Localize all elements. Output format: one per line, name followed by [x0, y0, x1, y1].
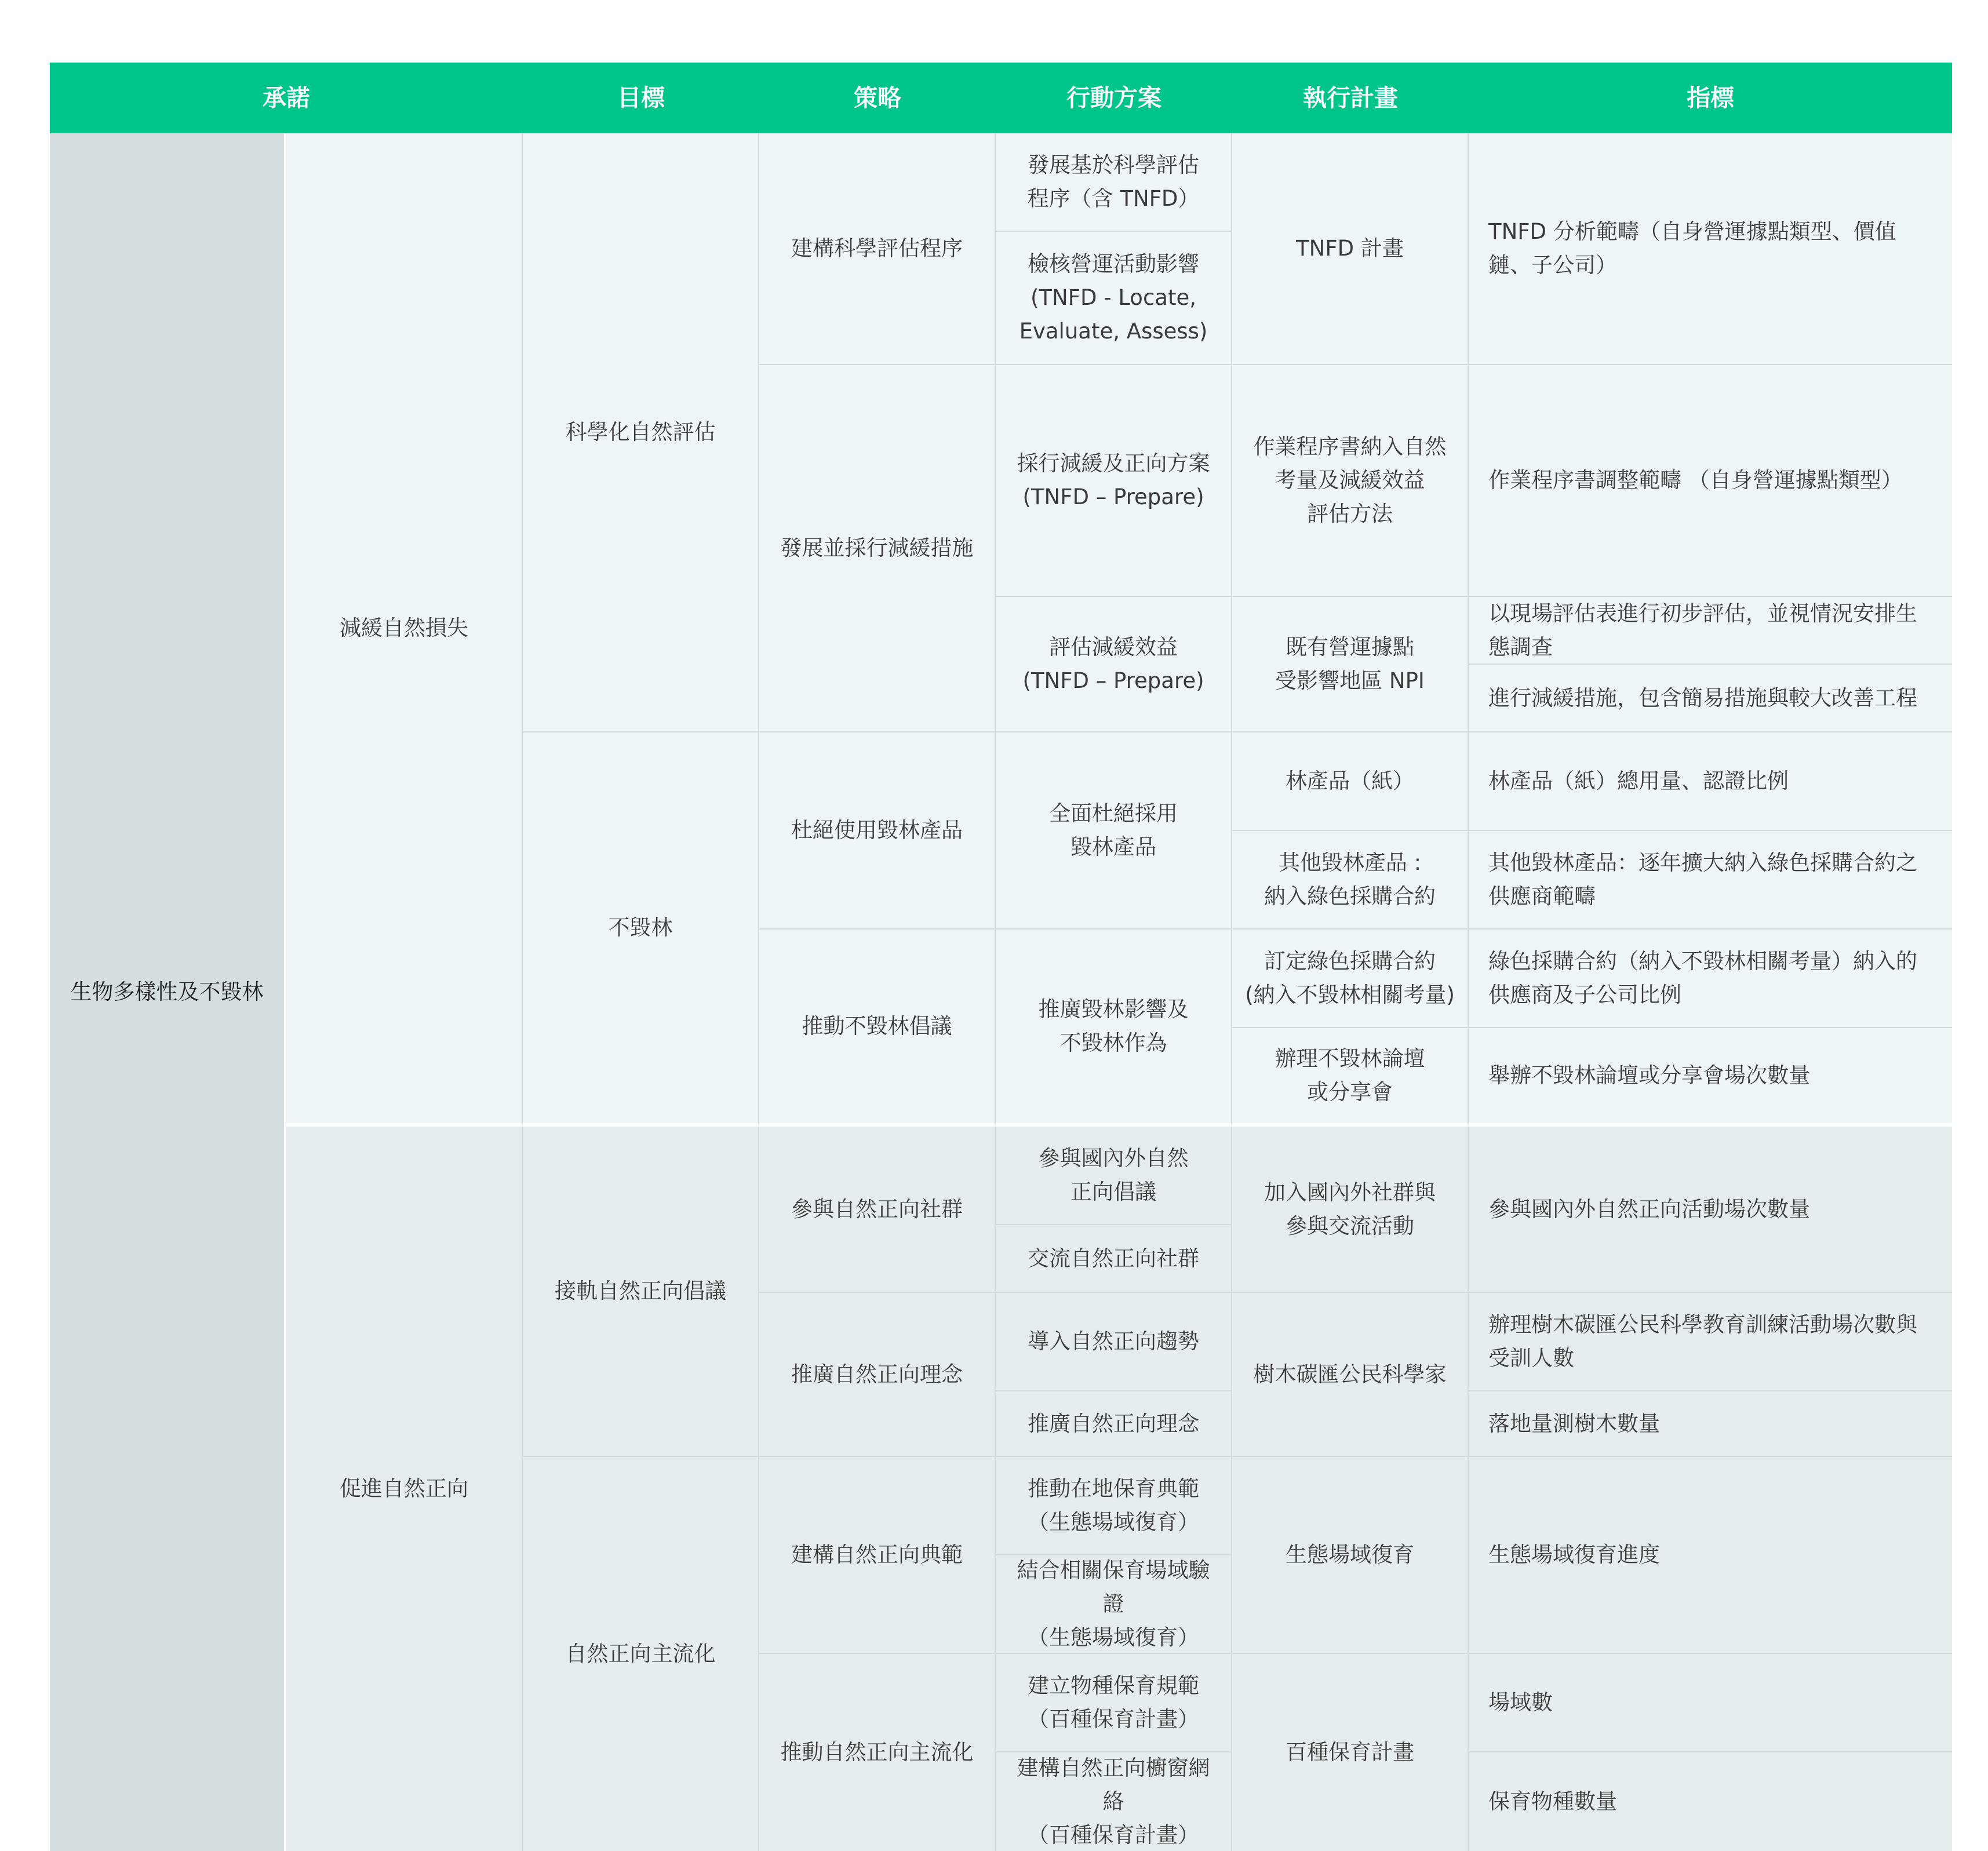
- action-cell: 發展基於科學評估 程序（含 TNFD）: [996, 133, 1232, 232]
- plan-cell: 樹木碳匯公民科學家: [1232, 1293, 1469, 1457]
- plan-cell: 作業程序書納入自然 考量及減緩效益 評估方法: [1232, 365, 1469, 597]
- plan-cell: 生態場域復育: [1232, 1457, 1469, 1654]
- indicator-cell: 保育物種數量: [1469, 1752, 1952, 1851]
- header-commitment: 承諾: [50, 63, 523, 133]
- header-strategy: 策略: [759, 63, 996, 133]
- strategy-cell: 杜絕使用毀林產品: [759, 733, 996, 930]
- strategy-cell: 推動不毀林倡議: [759, 930, 996, 1127]
- indicator-cell: TNFD 分析範疇（自身營運據點類型、價值鏈、子公司）: [1469, 133, 1952, 365]
- action-cell: 建立物種保育規範 （百種保育計畫）: [996, 1654, 1232, 1752]
- goal-cell: 促進自然正向: [286, 1127, 523, 1851]
- indicator-cell: 林產品（紙）總用量、認證比例: [1469, 733, 1952, 831]
- action-cell: 推動在地保育典範 （生態場域復育）: [996, 1457, 1232, 1555]
- header-action-plan: 行動方案: [996, 63, 1232, 133]
- action-cell: 全面杜絕採用 毀林產品: [996, 733, 1232, 930]
- goal-cell: 減緩自然損失: [286, 133, 523, 1127]
- strategy-cell: 建構科學評估程序: [759, 133, 996, 365]
- plan-cell: 加入國內外社群與 參與交流活動: [1232, 1127, 1469, 1293]
- action-cell: 參與國內外自然 正向倡議: [996, 1127, 1232, 1225]
- indicator-cell: 其他毀林產品：逐年擴大納入綠色採購合約之供應商範疇: [1469, 831, 1952, 930]
- plan-cell: 既有營運據點 受影響地區 NPI: [1232, 597, 1469, 733]
- strategy-cell: 推動自然正向主流化: [759, 1654, 996, 1851]
- indicator-cell: 以現場評估表進行初步評估，並視情況安排生態調查: [1469, 597, 1952, 665]
- target-cell: 接軌自然正向倡議: [523, 1127, 759, 1457]
- plan-cell: 辦理不毀林論壇 或分享會: [1232, 1028, 1469, 1127]
- action-cell: 推廣自然正向理念: [996, 1391, 1232, 1457]
- indicator-cell: 參與國內外自然正向活動場次數量: [1469, 1127, 1952, 1293]
- target-cell: 科學化自然評估: [523, 133, 759, 733]
- commitment-cell: 生物多樣性及不毀林: [50, 133, 286, 1851]
- indicator-cell: 辦理樹木碳匯公民科學教育訓練活動場次數與受訓人數: [1469, 1293, 1952, 1391]
- header-execution-plan: 執行計畫: [1232, 63, 1469, 133]
- strategy-cell: 參與自然正向社群: [759, 1127, 996, 1293]
- action-cell: 建構自然正向櫥窗網絡 （百種保育計畫）: [996, 1752, 1232, 1851]
- indicator-cell: 進行減緩措施，包含簡易措施與較大改善工程: [1469, 665, 1952, 733]
- plan-cell: 林產品（紙）: [1232, 733, 1469, 831]
- action-cell: 推廣毀林影響及 不毀林作為: [996, 930, 1232, 1127]
- action-cell: 評估減緩效益 (TNFD – Prepare): [996, 597, 1232, 733]
- target-cell: 不毀林: [523, 733, 759, 1127]
- action-cell: 採行減緩及正向方案 (TNFD – Prepare): [996, 365, 1232, 597]
- strategy-cell: 推廣自然正向理念: [759, 1293, 996, 1457]
- action-cell: 結合相關保育場域驗證 （生態場域復育）: [996, 1555, 1232, 1654]
- header-indicator: 指標: [1469, 63, 1952, 133]
- plan-cell: 訂定綠色採購合約 (納入不毀林相關考量): [1232, 930, 1469, 1028]
- indicator-cell: 落地量測樹木數量: [1469, 1391, 1952, 1457]
- indicator-cell: 作業程序書調整範疇 （自身營運據點類型）: [1469, 365, 1952, 597]
- plan-cell: TNFD 計畫: [1232, 133, 1469, 365]
- target-cell: 自然正向主流化: [523, 1457, 759, 1851]
- plan-cell: 其他毀林產品 : 納入綠色採購合約: [1232, 831, 1469, 930]
- framework-table: [50, 63, 1952, 1848]
- plan-cell: 百種保育計畫: [1232, 1654, 1469, 1851]
- action-cell: 交流自然正向社群: [996, 1225, 1232, 1293]
- action-cell: 檢核營運活動影響 (TNFD - Locate, Evaluate, Assess): [996, 232, 1232, 365]
- indicator-cell: 舉辦不毀林論壇或分享會場次數量: [1469, 1028, 1952, 1127]
- indicator-cell: 綠色採購合約（納入不毀林相關考量）納入的供應商及子公司比例: [1469, 930, 1952, 1028]
- indicator-cell: 生態場域復育進度: [1469, 1457, 1952, 1654]
- action-cell: 導入自然正向趨勢: [996, 1293, 1232, 1391]
- strategy-cell: 建構自然正向典範: [759, 1457, 996, 1654]
- indicator-cell: 場域數: [1469, 1654, 1952, 1752]
- header-target: 目標: [523, 63, 759, 133]
- strategy-cell: 發展並採行減緩措施: [759, 365, 996, 733]
